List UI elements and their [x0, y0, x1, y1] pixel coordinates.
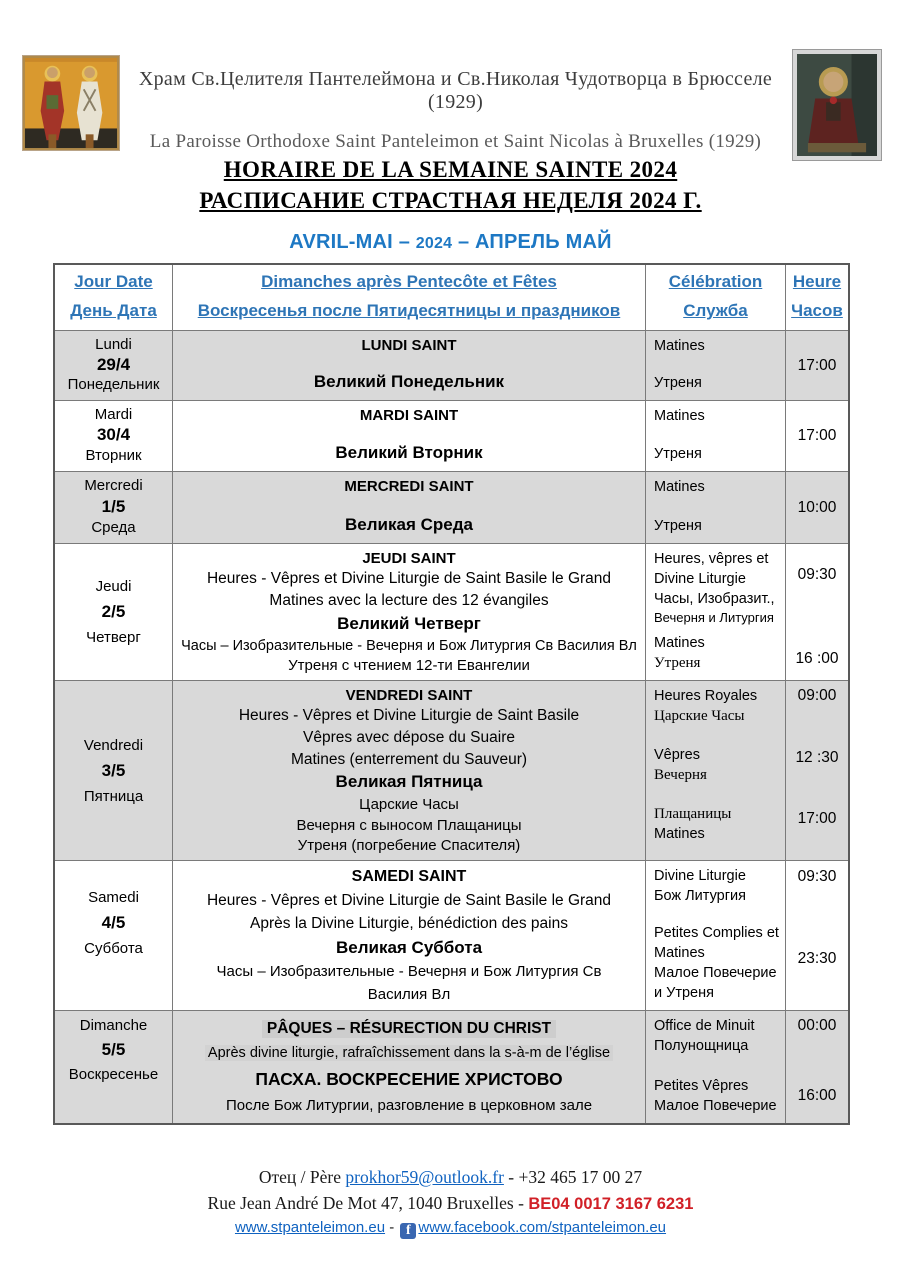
day-cell: [55, 681, 173, 860]
feast-line: Matines avec la lecture des 12 évangiles: [269, 592, 549, 610]
day-date: 3/5: [101, 760, 126, 780]
day-ru: Пятница: [83, 787, 144, 805]
time-cell: [786, 861, 848, 1010]
service-cell: [646, 861, 786, 1010]
feast-line: Vêpres avec dépose du Suaire: [303, 728, 515, 746]
service-time: 17:00: [797, 810, 837, 827]
day-fr: Vendredi: [83, 736, 144, 754]
org-names: [120, 68, 791, 153]
facebook-link[interactable]: www.facebook.com/stpanteleimon.eu: [418, 1219, 667, 1236]
feast-fr: MERCREDI SAINT: [344, 478, 474, 495]
header-day-ru: День Дата: [70, 301, 157, 320]
service-cell: [646, 1011, 786, 1123]
header-hour: [786, 265, 848, 330]
subtitle-year: 2024: [415, 235, 453, 252]
day-ru: Вторник: [85, 447, 142, 464]
street-address: Rue Jean André De Mot 47, 1040 Bruxelles -: [207, 1193, 529, 1213]
feast-cell: [173, 401, 646, 471]
facebook-icon: f: [400, 1223, 416, 1239]
service-group: Vêpres Вечерня: [654, 747, 707, 783]
time-cell: [786, 401, 848, 471]
time-cell: [786, 472, 848, 543]
day-fr: Mercredi: [84, 477, 143, 494]
day-date: 2/5: [101, 602, 126, 621]
service-cell: [646, 331, 786, 400]
service-time: 23:30: [797, 950, 837, 967]
day-ru: Суббота: [84, 939, 143, 957]
icon-st-panteleimon: [793, 50, 881, 160]
feast-line: Василия Вл: [367, 985, 451, 1003]
day-ru: Среда: [91, 519, 136, 536]
day-fr: Dimanche: [79, 1017, 148, 1034]
page-header: [0, 0, 901, 160]
feast-cell: [173, 1011, 646, 1123]
header-hour-ru: Часов: [791, 301, 843, 320]
feast-line: Царские Часы: [359, 795, 459, 813]
feast-line: Великая Суббота: [335, 938, 483, 958]
day-fr: Samedi: [88, 888, 139, 906]
table-row-dimanche: [55, 1011, 848, 1123]
header-hour-fr: Heure: [792, 272, 842, 291]
feast-cell: [173, 681, 646, 860]
feast-line: Heures - Vêpres et Divine Liturgie de Saint Basile le Grand: [206, 891, 612, 909]
header-celebration-ru: Служба: [683, 301, 748, 320]
priest-label: Отец / Père: [258, 1167, 346, 1187]
time-cell: [786, 331, 848, 400]
service-group: Petites Vêpres Малое Повечерие: [654, 1078, 777, 1114]
header-celebration-fr: Célébration: [668, 272, 763, 291]
service-time: 00:00: [797, 1017, 837, 1034]
header-feasts: [173, 265, 646, 330]
subtitle-suffix: – АПРЕЛЬ МАЙ: [452, 231, 612, 253]
service-group: Heures, vêpres et Divine Liturgie Часы, Изобразит., Вечерня и Литургия: [654, 551, 775, 625]
feast-line: Вечерня с выносом Плащаницы: [296, 816, 522, 834]
feast-fr: LUNDI SAINT: [361, 337, 457, 354]
feast-line: JEUDI SAINT: [362, 549, 456, 567]
document-title: [0, 154, 901, 216]
service-time: 12 :30: [795, 748, 839, 766]
day-cell: [55, 861, 173, 1010]
table-row-mardi: [55, 401, 848, 472]
day-fr: Lundi: [95, 336, 132, 353]
feast-line: После Бож Литургии, разговление в церковном зале: [225, 1096, 593, 1114]
day-ru: Понедельник: [67, 376, 160, 393]
phone-number: - +32 465 17 00 27: [503, 1167, 643, 1187]
feast-line: Après la Divine Liturgie, bénédiction des pains: [250, 914, 568, 932]
table-row-vendredi: [55, 681, 848, 861]
day-cell: [55, 544, 173, 680]
org-name-russian: Храм Св.Целителя Пантелеймона и Св.Николая Чудотворца в Брюсселе (1929): [138, 68, 773, 113]
day-date: 4/5: [101, 912, 126, 932]
feast-cell: [173, 544, 646, 680]
day-ru: Воскресенье: [68, 1066, 159, 1083]
service-time: 16:00: [797, 1087, 837, 1104]
service-group: Petites Complies et Matines Малое Повечерие и Утреня: [654, 925, 779, 1001]
feast-line: PÂQUES – RÉSURECTION DU CHRIST: [262, 1020, 556, 1038]
service-time: 16 :00: [795, 650, 839, 667]
day-cell: [55, 1011, 173, 1123]
service-fr: Matines: [654, 479, 705, 495]
table-row-samedi: [55, 861, 848, 1011]
table-row-mercredi: [55, 472, 848, 544]
service-group: Matines Утреня: [654, 635, 705, 671]
feast-line: Часы – Изобразительные - Вечерня и Бож Литургия Св: [216, 963, 602, 981]
feast-line: Heures - Vêpres et Divine Liturgie de Saint Basile le Grand: [206, 570, 612, 588]
contact-line: [0, 1167, 901, 1188]
day-cell: [55, 331, 173, 400]
day-ru: Четверг: [86, 629, 141, 646]
feast-cell: [173, 331, 646, 400]
day-date: 1/5: [101, 496, 126, 516]
service-cell: [646, 401, 786, 471]
feast-line: Великая Пятница: [335, 772, 483, 792]
service-group: Divine Liturgie Бож Литургия: [654, 868, 746, 904]
table-row-jeudi: [55, 544, 848, 681]
service-time: 09:30: [797, 566, 837, 583]
day-cell: [55, 472, 173, 543]
feast-line: SAMEDI SAINT: [351, 868, 467, 886]
title-french: HORAIRE DE LA SEMAINE SAINTE 2024: [223, 157, 678, 182]
time-cell: [786, 1011, 848, 1123]
service-ru: Утреня: [654, 518, 702, 534]
day-date: 5/5: [101, 1040, 126, 1059]
feast-ru: Великий Вторник: [335, 443, 483, 462]
page-footer: [0, 1167, 901, 1239]
time-cell: [786, 544, 848, 680]
feast-ru: Великий Понедельник: [313, 372, 505, 391]
header-day-fr: Jour Date: [74, 272, 153, 291]
day-fr: Jeudi: [95, 578, 132, 595]
feast-line: Часы – Изобразительные - Вечерня и Бож Литургия Св Василия Вл: [181, 637, 637, 654]
table-header-row: [55, 265, 848, 331]
service-group: Office de Minuit Полунощница: [654, 1018, 755, 1054]
schedule-table: [53, 263, 850, 1125]
day-date: 29/4: [96, 354, 131, 374]
day-date: 30/4: [96, 425, 131, 444]
title-russian: РАСПИСАНИЕ СТРАСТНАЯ НЕДЕЛЯ 2024 Г.: [199, 188, 702, 213]
service-time: 10:00: [797, 498, 837, 516]
day-fr: Mardi: [94, 406, 133, 423]
feast-cell: [173, 861, 646, 1010]
email-link[interactable]: prokhor59@outlook.fr: [345, 1167, 504, 1187]
time-cell: [786, 681, 848, 860]
icon-two-saints: [22, 55, 120, 151]
feast-line: Утреня с чтением 12-ти Евангелии: [288, 657, 530, 675]
iban-number: BE04 0017 3167 6231: [528, 1195, 694, 1213]
address-line: [0, 1193, 901, 1214]
header-celebration: [646, 265, 786, 330]
feast-line: Après divine liturgie, rafraîchissement dans la s-à-m de l’église: [205, 1045, 613, 1061]
feast-line: ПАСХА. ВОСКРЕСЕНИЕ ХРИСТОВО: [255, 1068, 563, 1089]
web-links-line: [0, 1219, 901, 1239]
feast-line: Heures - Vêpres et Divine Liturgie de Saint Basile: [238, 707, 580, 725]
service-time: 09:30: [797, 868, 837, 885]
month-subtitle: [0, 231, 901, 254]
feast-line: VENDREDI SAINT: [345, 686, 473, 704]
feast-cell: [173, 472, 646, 543]
link-separator: -: [385, 1219, 399, 1236]
feast-line: Утреня (погребение Спасителя): [297, 837, 521, 855]
service-cell: [646, 472, 786, 543]
day-cell: [55, 401, 173, 471]
website-link[interactable]: www.stpanteleimon.eu: [234, 1219, 386, 1236]
service-cell: [646, 681, 786, 860]
table-row-lundi: [55, 331, 848, 401]
service-time: 09:00: [797, 687, 837, 704]
service-time: 17:00: [797, 356, 837, 374]
feast-fr: MARDI SAINT: [359, 407, 459, 424]
service-group: Плащаницы Matines: [654, 806, 732, 842]
service-fr: Matines: [654, 408, 705, 424]
service-time: 17:00: [797, 427, 837, 444]
org-name-french: La Paroisse Orthodoxe Saint Panteleimon et Saint Nicolas à Bruxelles (1929): [149, 131, 762, 152]
header-feasts-fr: Dimanches après Pentecôte et Fêtes: [261, 272, 557, 291]
service-cell: [646, 544, 786, 680]
header-day-date: [55, 265, 173, 330]
service-fr: Matines: [654, 338, 705, 354]
service-ru: Утреня: [654, 375, 702, 391]
service-group: Heures Royales Царские Часы: [654, 688, 758, 724]
service-ru: Утреня: [654, 446, 702, 462]
feast-line: Великий Четверг: [337, 613, 481, 633]
subtitle-prefix: AVRIL-MAI –: [289, 231, 416, 253]
feast-line: Matines (enterrement du Sauveur): [290, 750, 528, 768]
header-feasts-ru: Воскресенья после Пятидесятницы и праздников: [197, 301, 621, 320]
feast-ru: Великая Среда: [345, 515, 473, 534]
